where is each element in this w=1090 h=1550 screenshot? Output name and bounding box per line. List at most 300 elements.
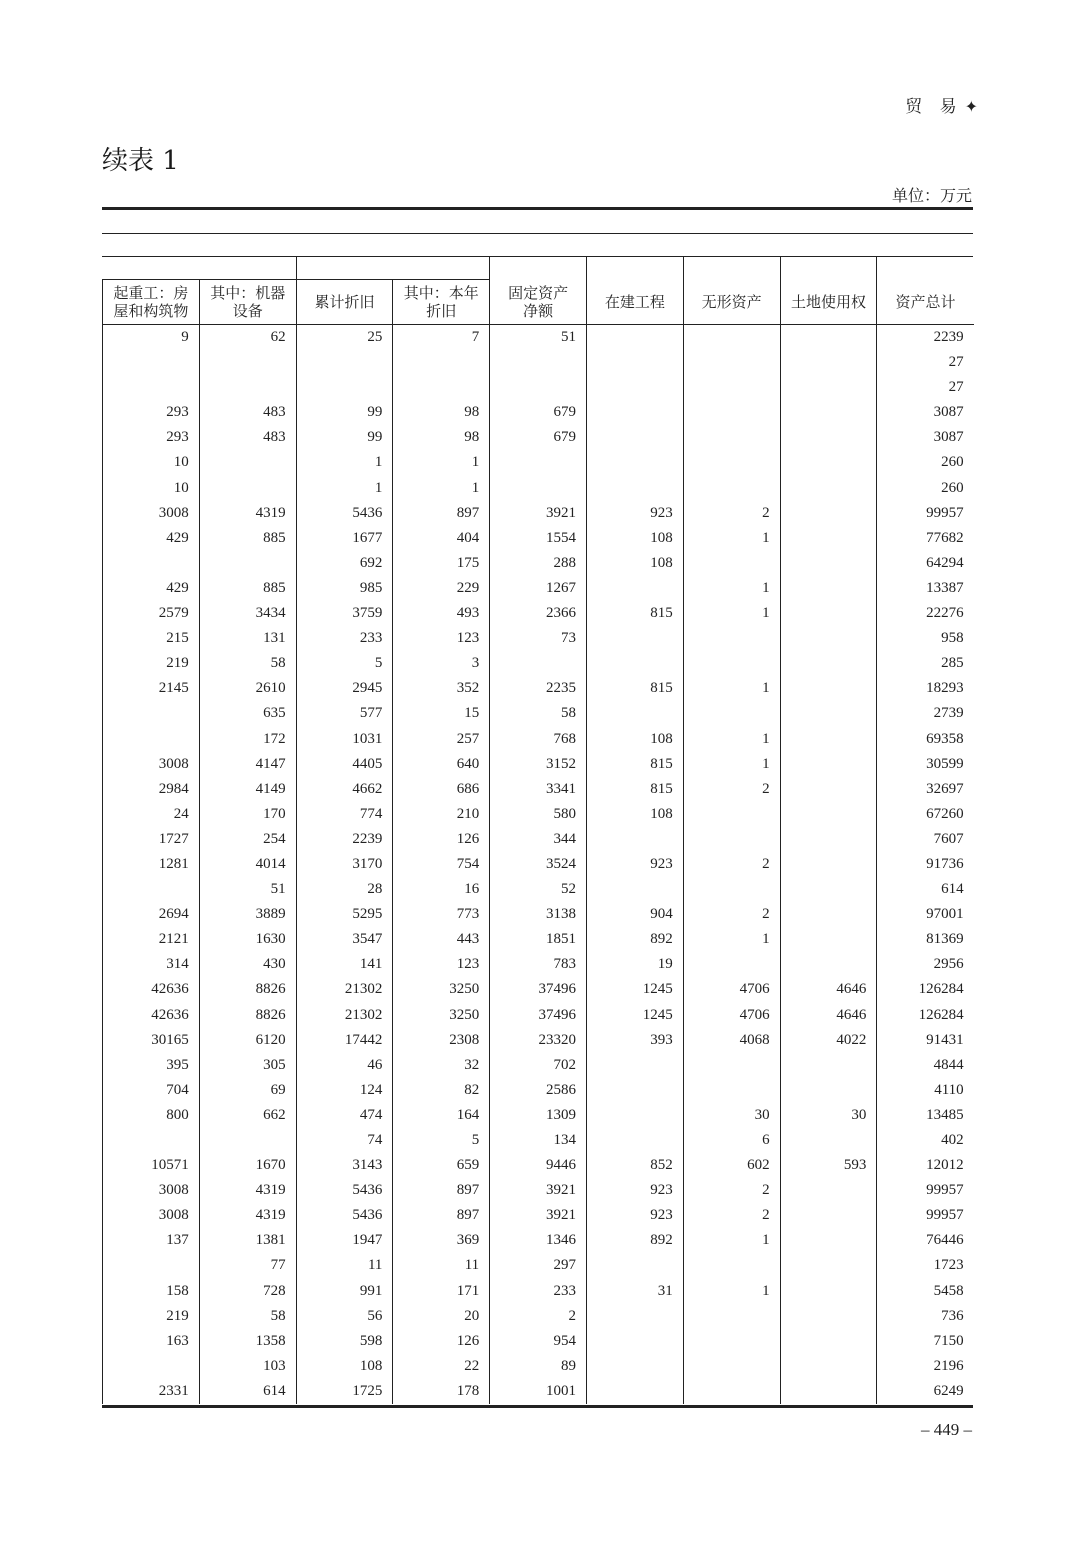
table-cell: 1554: [490, 526, 587, 551]
table-cell: 3008: [103, 501, 200, 526]
table-cell: 16: [393, 877, 490, 902]
table-cell: 62: [199, 325, 296, 351]
diamond-icon: ✦: [964, 97, 978, 116]
table-cell: 483: [199, 400, 296, 425]
column-header: [393, 280, 490, 325]
table-cell: [780, 1078, 877, 1103]
table-cell: 3152: [490, 752, 587, 777]
table-cell: [683, 476, 780, 501]
table-cell: 22: [393, 1354, 490, 1379]
table-cell: 2945: [296, 676, 393, 701]
page-title: 续表 1: [102, 146, 179, 176]
table-cell: 1: [683, 1228, 780, 1253]
table-cell: 108: [586, 802, 683, 827]
table-cell: 2: [683, 1178, 780, 1203]
table-row: [103, 601, 974, 626]
table-cell: 126: [393, 827, 490, 852]
table-cell: 5436: [296, 1203, 393, 1228]
table-row: [103, 827, 974, 852]
table-cell: [683, 375, 780, 400]
table-row: [103, 425, 974, 450]
table-row: [103, 501, 974, 526]
table-cell: 1: [683, 927, 780, 952]
column-header-line: 净额: [523, 301, 554, 320]
table-cell: 768: [490, 727, 587, 752]
header-group-cell: [393, 257, 490, 280]
table-cell: 904: [586, 902, 683, 927]
table-row: [103, 852, 974, 877]
table-cell: 25: [296, 325, 393, 351]
table-row: [103, 651, 974, 676]
table-row: [103, 626, 974, 651]
table-cell: 800: [103, 1103, 200, 1128]
table-cell: 692: [296, 551, 393, 576]
table-row: [103, 1128, 974, 1153]
table-cell: 404: [393, 526, 490, 551]
table-row: [103, 802, 974, 827]
table-cell: [780, 501, 877, 526]
table-cell: 5458: [877, 1279, 974, 1304]
table-cell: 2586: [490, 1078, 587, 1103]
table-row: [103, 877, 974, 902]
table-cell: 3143: [296, 1153, 393, 1178]
table-cell: 11: [393, 1253, 490, 1278]
table-cell: 885: [199, 576, 296, 601]
table-cell: [199, 350, 296, 375]
table-cell: [199, 1128, 296, 1153]
table-cell: [780, 425, 877, 450]
table-cell: [683, 1053, 780, 1078]
table-cell: 1245: [586, 1003, 683, 1028]
table-cell: 2984: [103, 777, 200, 802]
table-cell: [780, 1379, 877, 1404]
table-row: [103, 350, 974, 375]
table-cell: [683, 1253, 780, 1278]
table-cell: 2610: [199, 676, 296, 701]
table-cell: 7150: [877, 1329, 974, 1354]
table-cell: 19: [586, 952, 683, 977]
table-cell: 1: [683, 1279, 780, 1304]
table-cell: 1: [296, 476, 393, 501]
table-cell: 15: [393, 701, 490, 726]
table-cell: 754: [393, 852, 490, 877]
table-cell: [683, 1078, 780, 1103]
table-cell: 3921: [490, 1203, 587, 1228]
table-cell: 51: [199, 877, 296, 902]
table-cell: 108: [586, 727, 683, 752]
table-cell: 2239: [296, 827, 393, 852]
table-row: [103, 1253, 974, 1278]
table-cell: 3: [393, 651, 490, 676]
table-row: [103, 325, 974, 351]
table-cell: 815: [586, 777, 683, 802]
table-row: [103, 1153, 974, 1178]
table-cell: 815: [586, 752, 683, 777]
column-header-line: 设备: [232, 302, 263, 320]
table-row: [103, 450, 974, 475]
table-cell: [586, 1128, 683, 1153]
table-cell: 2: [683, 777, 780, 802]
table-cell: [586, 450, 683, 475]
table-cell: [780, 526, 877, 551]
table-cell: 2579: [103, 601, 200, 626]
table-cell: 10: [103, 476, 200, 501]
table-row: [103, 676, 974, 701]
table-cell: 897: [393, 501, 490, 526]
table-cell: [586, 476, 683, 501]
table-cell: [780, 626, 877, 651]
table-cell: 5436: [296, 1178, 393, 1203]
table-cell: 3008: [103, 1203, 200, 1228]
table-cell: 393: [586, 1028, 683, 1053]
table-cell: 123: [393, 952, 490, 977]
table-cell: 123: [393, 626, 490, 651]
table-cell: [393, 375, 490, 400]
table-cell: 686: [393, 777, 490, 802]
column-header-line: 屋和构筑物: [113, 302, 189, 320]
table-cell: 662: [199, 1103, 296, 1128]
table-row: [103, 1203, 974, 1228]
table-cell: [490, 476, 587, 501]
table-cell: [586, 325, 683, 351]
table-cell: 3008: [103, 752, 200, 777]
table-cell: [780, 877, 877, 902]
table-cell: [780, 1228, 877, 1253]
table-cell: 3889: [199, 902, 296, 927]
table-cell: 89: [490, 1354, 587, 1379]
top-thick-rule: [102, 207, 973, 210]
table-cell: 429: [103, 576, 200, 601]
table-cell: [683, 1329, 780, 1354]
table-cell: 4319: [199, 1203, 296, 1228]
table-cell: 171: [393, 1279, 490, 1304]
table-cell: 954: [490, 1329, 587, 1354]
table-cell: 3434: [199, 601, 296, 626]
table-cell: [683, 400, 780, 425]
table-row: [103, 1003, 974, 1028]
table-cell: [586, 626, 683, 651]
table-cell: 1851: [490, 927, 587, 952]
table-cell: 46: [296, 1053, 393, 1078]
table-cell: 4706: [683, 1003, 780, 1028]
table-cell: 64294: [877, 551, 974, 576]
table-cell: 31: [586, 1279, 683, 1304]
table-cell: 1: [296, 450, 393, 475]
table-cell: 126284: [877, 977, 974, 1002]
table-cell: 1723: [877, 1253, 974, 1278]
table-cell: [780, 1053, 877, 1078]
table-cell: 131: [199, 626, 296, 651]
table-cell: [199, 375, 296, 400]
table-cell: 305: [199, 1053, 296, 1078]
table-cell: 958: [877, 626, 974, 651]
table-cell: [103, 727, 200, 752]
table-cell: 702: [490, 1053, 587, 1078]
table-cell: [586, 400, 683, 425]
table-cell: [780, 802, 877, 827]
table-cell: 51: [490, 325, 587, 351]
table-cell: 2: [683, 902, 780, 927]
table-cell: 3921: [490, 1178, 587, 1203]
column-header: [490, 280, 587, 325]
table-cell: 178: [393, 1379, 490, 1404]
table-cell: [683, 1304, 780, 1329]
table-row: [103, 476, 974, 501]
table-cell: 219: [103, 1304, 200, 1329]
table-cell: 141: [296, 952, 393, 977]
table-cell: 774: [296, 802, 393, 827]
table-cell: 4014: [199, 852, 296, 877]
table-cell: [103, 701, 200, 726]
table-cell: 783: [490, 952, 587, 977]
table-cell: [586, 877, 683, 902]
table-cell: 4149: [199, 777, 296, 802]
table-cell: 4646: [780, 977, 877, 1002]
table-cell: 22276: [877, 601, 974, 626]
table-row: [103, 727, 974, 752]
table-cell: 679: [490, 425, 587, 450]
table-cell: [586, 1354, 683, 1379]
table-cell: 897: [393, 1203, 490, 1228]
table-cell: 4844: [877, 1053, 974, 1078]
table-cell: 99957: [877, 1203, 974, 1228]
table-cell: 257: [393, 727, 490, 752]
table-cell: 3087: [877, 425, 974, 450]
table-cell: 4068: [683, 1028, 780, 1053]
table-cell: 2366: [490, 601, 587, 626]
table-cell: [103, 350, 200, 375]
table-cell: [780, 325, 877, 351]
table-row: [103, 375, 974, 400]
table-cell: [683, 626, 780, 651]
table-row: [103, 1379, 974, 1404]
table-cell: 728: [199, 1279, 296, 1304]
table-cell: [683, 802, 780, 827]
table-cell: 1: [393, 476, 490, 501]
table-cell: 76446: [877, 1228, 974, 1253]
table-cell: 985: [296, 576, 393, 601]
table-cell: [199, 476, 296, 501]
table-cell: [683, 1379, 780, 1404]
column-header-line: 起重工：房: [113, 284, 189, 302]
table-cell: 2239: [877, 325, 974, 351]
table-row: [103, 952, 974, 977]
table-cell: 91736: [877, 852, 974, 877]
column-header-line: 土地使用权: [790, 292, 866, 311]
table-cell: 402: [877, 1128, 974, 1153]
table-cell: 614: [199, 1379, 296, 1404]
table-cell: 91431: [877, 1028, 974, 1053]
column-header-line: 其中：本年: [403, 284, 479, 302]
column-header-line: 无形资产: [701, 292, 762, 311]
table-cell: [683, 827, 780, 852]
table-cell: 704: [103, 1078, 200, 1103]
table-cell: 598: [296, 1329, 393, 1354]
table-cell: 2956: [877, 952, 974, 977]
table-cell: 37496: [490, 977, 587, 1002]
table-cell: [780, 551, 877, 576]
table-cell: 2196: [877, 1354, 974, 1379]
table-cell: 892: [586, 927, 683, 952]
table-cell: 3547: [296, 927, 393, 952]
table-cell: [780, 827, 877, 852]
table-cell: 67260: [877, 802, 974, 827]
table-cell: 1267: [490, 576, 587, 601]
table-cell: 98: [393, 425, 490, 450]
table-cell: 9: [103, 325, 200, 351]
table-cell: 164: [393, 1103, 490, 1128]
table-cell: [780, 701, 877, 726]
table-cell: [103, 1253, 200, 1278]
table-cell: 2: [490, 1304, 587, 1329]
table-cell: 344: [490, 827, 587, 852]
table-cell: [490, 375, 587, 400]
table-cell: 3138: [490, 902, 587, 927]
table-cell: [586, 1329, 683, 1354]
table-cell: [780, 902, 877, 927]
table-cell: 679: [490, 400, 587, 425]
table-cell: 1346: [490, 1228, 587, 1253]
table-cell: [586, 1253, 683, 1278]
table-cell: [780, 350, 877, 375]
table-cell: [780, 576, 877, 601]
table-cell: 1031: [296, 727, 393, 752]
table-cell: 137: [103, 1228, 200, 1253]
table-cell: 3008: [103, 1178, 200, 1203]
table-cell: 32697: [877, 777, 974, 802]
table-cell: 24: [103, 802, 200, 827]
column-header: [683, 280, 780, 325]
table-cell: [586, 1078, 683, 1103]
table-cell: 293: [103, 425, 200, 450]
table-cell: 4405: [296, 752, 393, 777]
table-row: [103, 902, 974, 927]
table-cell: 2121: [103, 927, 200, 952]
table-cell: 172: [199, 727, 296, 752]
table-cell: [683, 350, 780, 375]
column-header: [296, 280, 393, 325]
table-row: [103, 777, 974, 802]
table-cell: 577: [296, 701, 393, 726]
table-cell: 170: [199, 802, 296, 827]
table-cell: [780, 601, 877, 626]
table-cell: 2: [683, 1203, 780, 1228]
table-cell: 8826: [199, 1003, 296, 1028]
table-cell: 2694: [103, 902, 200, 927]
table-row: [103, 1078, 974, 1103]
table-cell: 260: [877, 476, 974, 501]
table-cell: 1630: [199, 927, 296, 952]
table-cell: 395: [103, 1053, 200, 1078]
table-cell: 97001: [877, 902, 974, 927]
table-cell: 81369: [877, 927, 974, 952]
table-cell: [586, 651, 683, 676]
table-cell: 4319: [199, 1178, 296, 1203]
table-cell: 134: [490, 1128, 587, 1153]
table-cell: 736: [877, 1304, 974, 1329]
table-row: [103, 1178, 974, 1203]
table-cell: 3087: [877, 400, 974, 425]
column-header-line: 累计折旧: [314, 293, 375, 311]
table-cell: [683, 551, 780, 576]
table-cell: [780, 927, 877, 952]
table-cell: [103, 877, 200, 902]
table-cell: [586, 576, 683, 601]
table-cell: 1: [683, 676, 780, 701]
table-cell: [780, 1354, 877, 1379]
table-cell: 1: [393, 450, 490, 475]
table-cell: 897: [393, 1178, 490, 1203]
table-row: [103, 1228, 974, 1253]
table-cell: [103, 1128, 200, 1153]
table-cell: [199, 551, 296, 576]
table-cell: 923: [586, 1203, 683, 1228]
table-cell: 12012: [877, 1153, 974, 1178]
column-header: [199, 280, 296, 325]
table-cell: [683, 952, 780, 977]
table-cell: 493: [393, 601, 490, 626]
table-cell: [780, 1178, 877, 1203]
table-cell: 293: [103, 400, 200, 425]
table-cell: [586, 1379, 683, 1404]
table-cell: [586, 375, 683, 400]
table-cell: 602: [683, 1153, 780, 1178]
table-cell: [683, 425, 780, 450]
table-cell: [780, 651, 877, 676]
table-row: [103, 551, 974, 576]
table-row: [103, 526, 974, 551]
table-cell: 1001: [490, 1379, 587, 1404]
bottom-thick-rule: [102, 1405, 973, 1408]
page-number: – 449 –: [921, 1420, 972, 1439]
running-head-text: 贸 易: [905, 97, 963, 117]
table-cell: [586, 1053, 683, 1078]
table-cell: 8826: [199, 977, 296, 1002]
table-cell: [586, 1103, 683, 1128]
table-cell: 1947: [296, 1228, 393, 1253]
table-cell: 4147: [199, 752, 296, 777]
table-cell: 640: [393, 752, 490, 777]
table-cell: 1381: [199, 1228, 296, 1253]
table-cell: 1309: [490, 1103, 587, 1128]
table-cell: 429: [103, 526, 200, 551]
table-cell: 32: [393, 1053, 490, 1078]
table-cell: 20: [393, 1304, 490, 1329]
table-cell: 229: [393, 576, 490, 601]
table-cell: 7: [393, 325, 490, 351]
table-cell: 260: [877, 450, 974, 475]
table-cell: 2145: [103, 676, 200, 701]
table-cell: 3759: [296, 601, 393, 626]
table-cell: [103, 551, 200, 576]
table-cell: [780, 777, 877, 802]
table-cell: [586, 425, 683, 450]
table-cell: [683, 701, 780, 726]
table-cell: 1725: [296, 1379, 393, 1404]
table-cell: 98: [393, 400, 490, 425]
header-group-cell: [103, 257, 200, 280]
table-cell: 233: [296, 626, 393, 651]
table-cell: 2308: [393, 1028, 490, 1053]
table-cell: 285: [877, 651, 974, 676]
table-cell: 1245: [586, 977, 683, 1002]
table-cell: 18293: [877, 676, 974, 701]
table-cell: 30: [780, 1103, 877, 1128]
data-table: [102, 257, 974, 1404]
table-cell: [780, 375, 877, 400]
table-cell: 2331: [103, 1379, 200, 1404]
table-cell: 108: [296, 1354, 393, 1379]
